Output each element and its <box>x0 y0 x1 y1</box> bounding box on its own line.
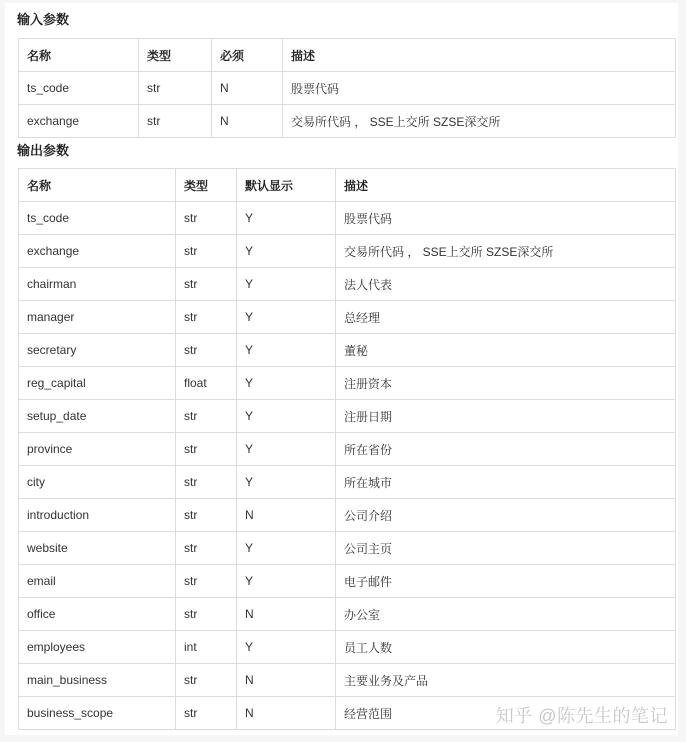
output-params-title: 输出参数 <box>17 143 70 158</box>
cell-name: chairman <box>19 268 176 301</box>
cell-description: 注册日期 <box>336 400 676 433</box>
col-header-type: 类型 <box>139 39 212 72</box>
table-row <box>19 664 676 697</box>
cell-description: 注册资本 <box>336 367 676 400</box>
cell-default-shown: Y <box>237 466 336 499</box>
cell-description: 所在省份 <box>336 433 676 466</box>
cell-type: str <box>176 697 237 730</box>
cell-type: int <box>176 631 237 664</box>
cell-type: str <box>176 499 237 532</box>
cell-default-shown: Y <box>237 400 336 433</box>
cell-default-shown: Y <box>237 301 336 334</box>
cell-name: office <box>19 598 176 631</box>
table-row <box>19 499 676 532</box>
table-row <box>19 433 676 466</box>
cell-default-shown: Y <box>237 433 336 466</box>
table-row <box>19 72 676 105</box>
cell-description: 所在城市 <box>336 466 676 499</box>
cell-type: str <box>176 334 237 367</box>
col-header-type: 类型 <box>176 169 237 202</box>
cell-name: secretary <box>19 334 176 367</box>
cell-name: reg_capital <box>19 367 176 400</box>
input-params-title: 输入参数 <box>17 12 70 27</box>
cell-name: exchange <box>19 105 139 138</box>
cell-default-shown: Y <box>237 565 336 598</box>
table-row <box>19 334 676 367</box>
cell-description: 交易所代码 ， SSE上交所 SZSE深交所 <box>283 105 676 138</box>
cell-type: str <box>176 301 237 334</box>
table-row <box>19 105 676 138</box>
cell-type: str <box>176 400 237 433</box>
cell-type: str <box>176 433 237 466</box>
table-row <box>19 235 676 268</box>
table-row <box>19 367 676 400</box>
cell-name: main_business <box>19 664 176 697</box>
cell-default-shown: Y <box>237 202 336 235</box>
cell-description: 办公室 <box>336 598 676 631</box>
cell-name: ts_code <box>19 72 139 105</box>
col-header-required: 必须 <box>212 39 283 72</box>
cell-default-shown: Y <box>237 334 336 367</box>
table-row <box>19 400 676 433</box>
cell-description: 公司介绍 <box>336 499 676 532</box>
cell-description: 董秘 <box>336 334 676 367</box>
cell-required: N <box>212 72 283 105</box>
cell-type: str <box>139 72 212 105</box>
cell-required: N <box>212 105 283 138</box>
col-header-description: 描述 <box>336 169 676 202</box>
cell-name: exchange <box>19 235 176 268</box>
col-header-default-shown: 默认显示 <box>237 169 336 202</box>
cell-type: str <box>176 565 237 598</box>
cell-type: str <box>176 268 237 301</box>
cell-type: float <box>176 367 237 400</box>
cell-default-shown: Y <box>237 367 336 400</box>
cell-name: city <box>19 466 176 499</box>
table-row <box>19 532 676 565</box>
cell-type: str <box>176 202 237 235</box>
output-params-table <box>18 168 676 730</box>
cell-description: 公司主页 <box>336 532 676 565</box>
table-row <box>19 301 676 334</box>
cell-description: 员工人数 <box>336 631 676 664</box>
table-header-row <box>19 39 676 72</box>
input-params-table <box>18 38 676 138</box>
cell-name: business_scope <box>19 697 176 730</box>
cell-default-shown: Y <box>237 532 336 565</box>
table-row <box>19 466 676 499</box>
cell-description: 电子邮件 <box>336 565 676 598</box>
cell-description: 法人代表 <box>336 268 676 301</box>
cell-default-shown: N <box>237 697 336 730</box>
cell-default-shown: N <box>237 664 336 697</box>
cell-name: introduction <box>19 499 176 532</box>
cell-default-shown: Y <box>237 235 336 268</box>
cell-name: website <box>19 532 176 565</box>
cell-description: 股票代码 <box>336 202 676 235</box>
cell-description: 经营范围 <box>336 697 676 730</box>
cell-description: 总经理 <box>336 301 676 334</box>
table-header-row <box>19 169 676 202</box>
table-row <box>19 202 676 235</box>
cell-name: employees <box>19 631 176 664</box>
cell-type: str <box>176 598 237 631</box>
cell-name: setup_date <box>19 400 176 433</box>
table-row <box>19 598 676 631</box>
cell-name: province <box>19 433 176 466</box>
table-row <box>19 631 676 664</box>
cell-type: str <box>139 105 212 138</box>
cell-name: ts_code <box>19 202 176 235</box>
cell-description: 股票代码 <box>283 72 676 105</box>
col-header-name: 名称 <box>19 39 139 72</box>
watermark-text: 知乎 @陈先生的笔记 <box>495 706 668 726</box>
cell-name: manager <box>19 301 176 334</box>
table-row <box>19 565 676 598</box>
cell-type: str <box>176 532 237 565</box>
cell-description: 交易所代码 ， SSE上交所 SZSE深交所 <box>336 235 676 268</box>
cell-default-shown: Y <box>237 631 336 664</box>
cell-default-shown: Y <box>237 268 336 301</box>
cell-type: str <box>176 664 237 697</box>
cell-type: str <box>176 466 237 499</box>
col-header-name: 名称 <box>19 169 176 202</box>
cell-description: 主要业务及产品 <box>336 664 676 697</box>
cell-type: str <box>176 235 237 268</box>
col-header-description: 描述 <box>283 39 676 72</box>
cell-default-shown: N <box>237 598 336 631</box>
table-row <box>19 268 676 301</box>
cell-default-shown: N <box>237 499 336 532</box>
cell-name: email <box>19 565 176 598</box>
